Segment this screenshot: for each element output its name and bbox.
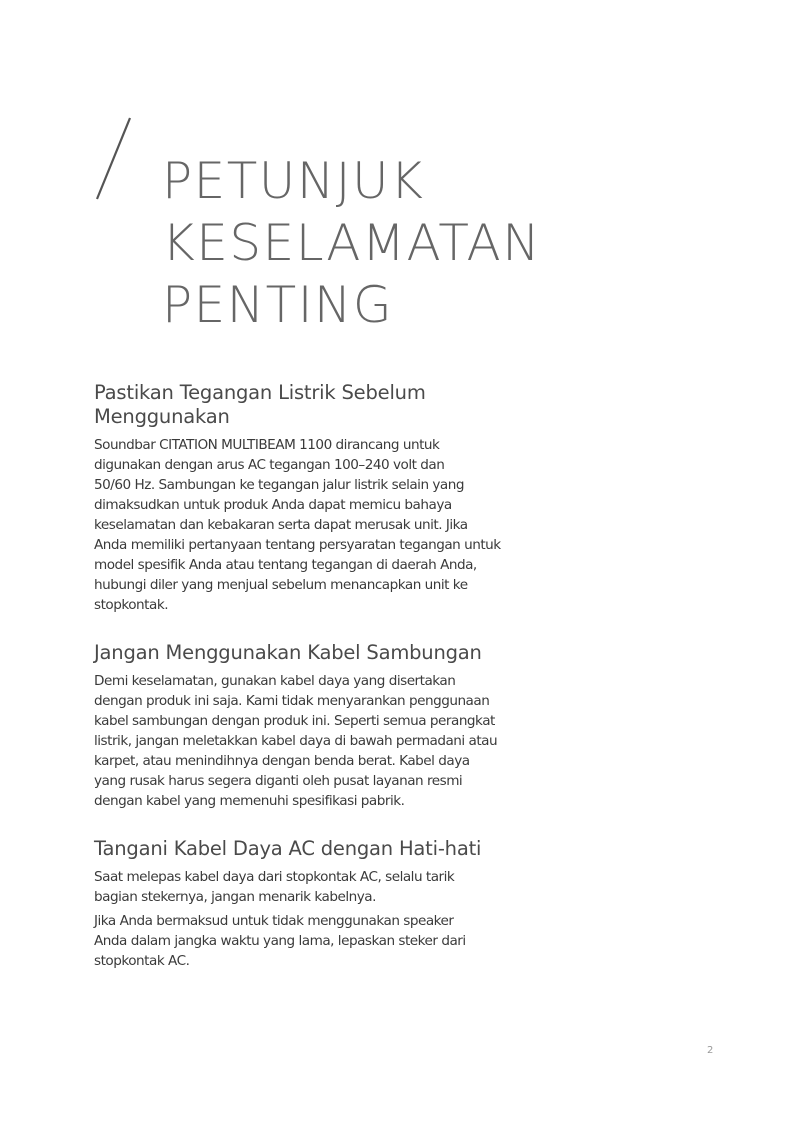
section-body-power-cord-2 <box>94 911 534 971</box>
section-extension-cord <box>94 641 534 811</box>
text-line: Anda memiliki pertanyaan tentang persyaratan tegangan untuk <box>94 537 501 553</box>
title-slash-mark <box>94 117 134 201</box>
content-body <box>94 381 534 971</box>
text-line: bagian stekernya, jangan menarik kabelnya. <box>94 889 376 905</box>
text-line: keselamatan dan kebakaran serta dapat merusak unit. Jika <box>94 517 468 533</box>
section-power-cord <box>94 837 534 971</box>
text-line: dengan produk ini saja. Kami tidak menyarankan penggunaan <box>94 693 490 709</box>
title-line-3: PENTING <box>162 276 394 334</box>
text-line: Demi keselamatan, gunakan kabel daya yang disertakan <box>94 673 456 689</box>
page-number: 2 <box>707 1045 714 1056</box>
text-line: Saat melepas kabel daya dari stopkontak AC, selalu tarik <box>94 869 455 885</box>
text-line: listrik, jangan meletakkan kabel daya di bawah permadani atau <box>94 733 498 749</box>
text-line: Anda dalam jangka waktu yang lama, lepaskan steker dari <box>94 933 466 949</box>
section-heading-voltage <box>94 381 534 429</box>
text-line: stopkontak AC. <box>94 953 190 969</box>
text-line: kabel sambungan dengan produk ini. Seperti semua perangkat <box>94 713 495 729</box>
heading-line: Menggunakan <box>94 405 230 428</box>
text-line: dengan kabel yang memenuhi spesifikasi pabrik. <box>94 793 405 809</box>
section-heading-power-cord: Tangani Kabel Daya AC dengan Hati-hati <box>94 837 482 860</box>
title-line-2: KESELAMATAN <box>162 214 542 272</box>
text-line: stopkontak. <box>94 597 169 613</box>
title-line-1: PETUNJUK <box>162 152 425 210</box>
text-line: 50/60 Hz. Sambungan ke tegangan jalur listrik selain yang <box>94 477 465 493</box>
section-heading-extension-cord: Jangan Menggunakan Kabel Sambungan <box>94 641 482 664</box>
text-line: model spesifik Anda atau tentang tegangan di daerah Anda, <box>94 557 477 573</box>
section-body-voltage <box>94 435 534 615</box>
heading-line: Pastikan Tegangan Listrik Sebelum <box>94 381 426 404</box>
page-title <box>162 150 541 336</box>
section-body-power-cord-1 <box>94 867 534 907</box>
text-line: hubungi diler yang menjual sebelum menancapkan unit ke <box>94 577 468 593</box>
text-line: digunakan dengan arus AC tegangan 100–240 volt dan <box>94 457 445 473</box>
section-voltage <box>94 381 534 615</box>
text-line: Soundbar CITATION MULTIBEAM 1100 dirancang untuk <box>94 437 440 453</box>
text-line: karpet, atau menindihnya dengan benda berat. Kabel daya <box>94 753 470 769</box>
text-line: yang rusak harus segera diganti oleh pusat layanan resmi <box>94 773 463 789</box>
text-line: dimaksudkan untuk produk Anda dapat memicu bahaya <box>94 497 452 513</box>
section-body-extension-cord <box>94 671 534 811</box>
text-line: Jika Anda bermaksud untuk tidak menggunakan speaker <box>94 913 454 929</box>
